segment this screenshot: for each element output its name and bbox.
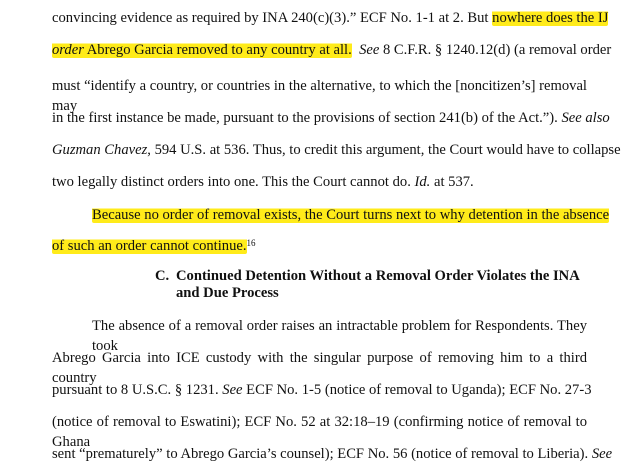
text-span: ECF No. 1-5 (notice of removal to Uganda); ECF No. 27-3: [242, 382, 592, 398]
text-span: two legally distinct orders into one. This the Court cannot do.: [52, 174, 415, 190]
text-span: in the first instance be made, pursuant to the provisions of section 241(b) of the Act.”).: [52, 110, 562, 126]
highlighted-text: nowhere does the IJ: [492, 10, 609, 26]
footnote-marker[interactable]: 16: [246, 238, 256, 248]
text-span: Abrego Garcia removed to any country at all.: [83, 42, 352, 58]
text-span: convincing evidence as required by INA 240(c)(3).” ECF No. 1-1 at 2. But: [52, 10, 493, 26]
signal-see: See: [591, 446, 613, 462]
section-title: Continued Detention Without a Removal Order Violates the INA and Due Process: [176, 268, 579, 301]
highlighted-text: of such an order cannot continue.: [52, 238, 247, 254]
case-name: Guzman Chavez: [52, 142, 148, 158]
section-label: C.: [155, 268, 170, 284]
para1-line3: [52, 76, 587, 114]
para2-line1: [92, 205, 610, 225]
para3-line4: [52, 412, 587, 450]
para3-line1: [92, 316, 587, 354]
highlighted-text: Because no order of removal exists, the Court turns next to why detention in the absence: [92, 207, 610, 223]
signal-see: See: [359, 42, 380, 58]
text-span: , 594 U.S. at 536. Thus, to credit this argument, the Court would have to collapse: [147, 142, 621, 158]
highlighted-text: [52, 42, 352, 58]
citation-id: Id.: [414, 174, 431, 190]
para1-line4: [52, 108, 610, 128]
signal-see: See: [222, 382, 243, 398]
para1-line1: [52, 8, 609, 28]
text-span: pursuant to 8 U.S.C. § 1231.: [52, 382, 223, 398]
text-span: 8 C.F.R. § 1240.12(d) (a removal order: [379, 42, 612, 58]
italic-text: order: [52, 42, 84, 58]
text-span: The absence of a removal order raises an intractable problem for Respondents. They took: [92, 318, 587, 354]
para3-line2: [52, 348, 587, 386]
para1-line5: [52, 140, 621, 160]
para1-line6: [52, 172, 587, 192]
text-span: Abrego Garcia into ICE custody with the singular purpose of removing him to a third country: [52, 350, 587, 386]
para3-line5: [52, 444, 613, 464]
text-span: sent “prematurely” to Abrego Garcia’s counsel); ECF No. 56 (notice of removal to Liberia).: [52, 446, 592, 462]
text-span: (notice of removal to Eswatini); ECF No. 52 at 32:18–19 (confirming notice of removal to Ghana: [52, 414, 587, 450]
para2-line2: [52, 236, 587, 256]
para1-line2: [52, 40, 612, 60]
text-span: must “identify a country, or countries in the alternative, to which the [noncitizen’s] removal may: [52, 78, 587, 114]
signal-see-also: See also: [561, 110, 610, 126]
text-span: at 537.: [430, 174, 474, 190]
para3-line3: [52, 380, 592, 400]
